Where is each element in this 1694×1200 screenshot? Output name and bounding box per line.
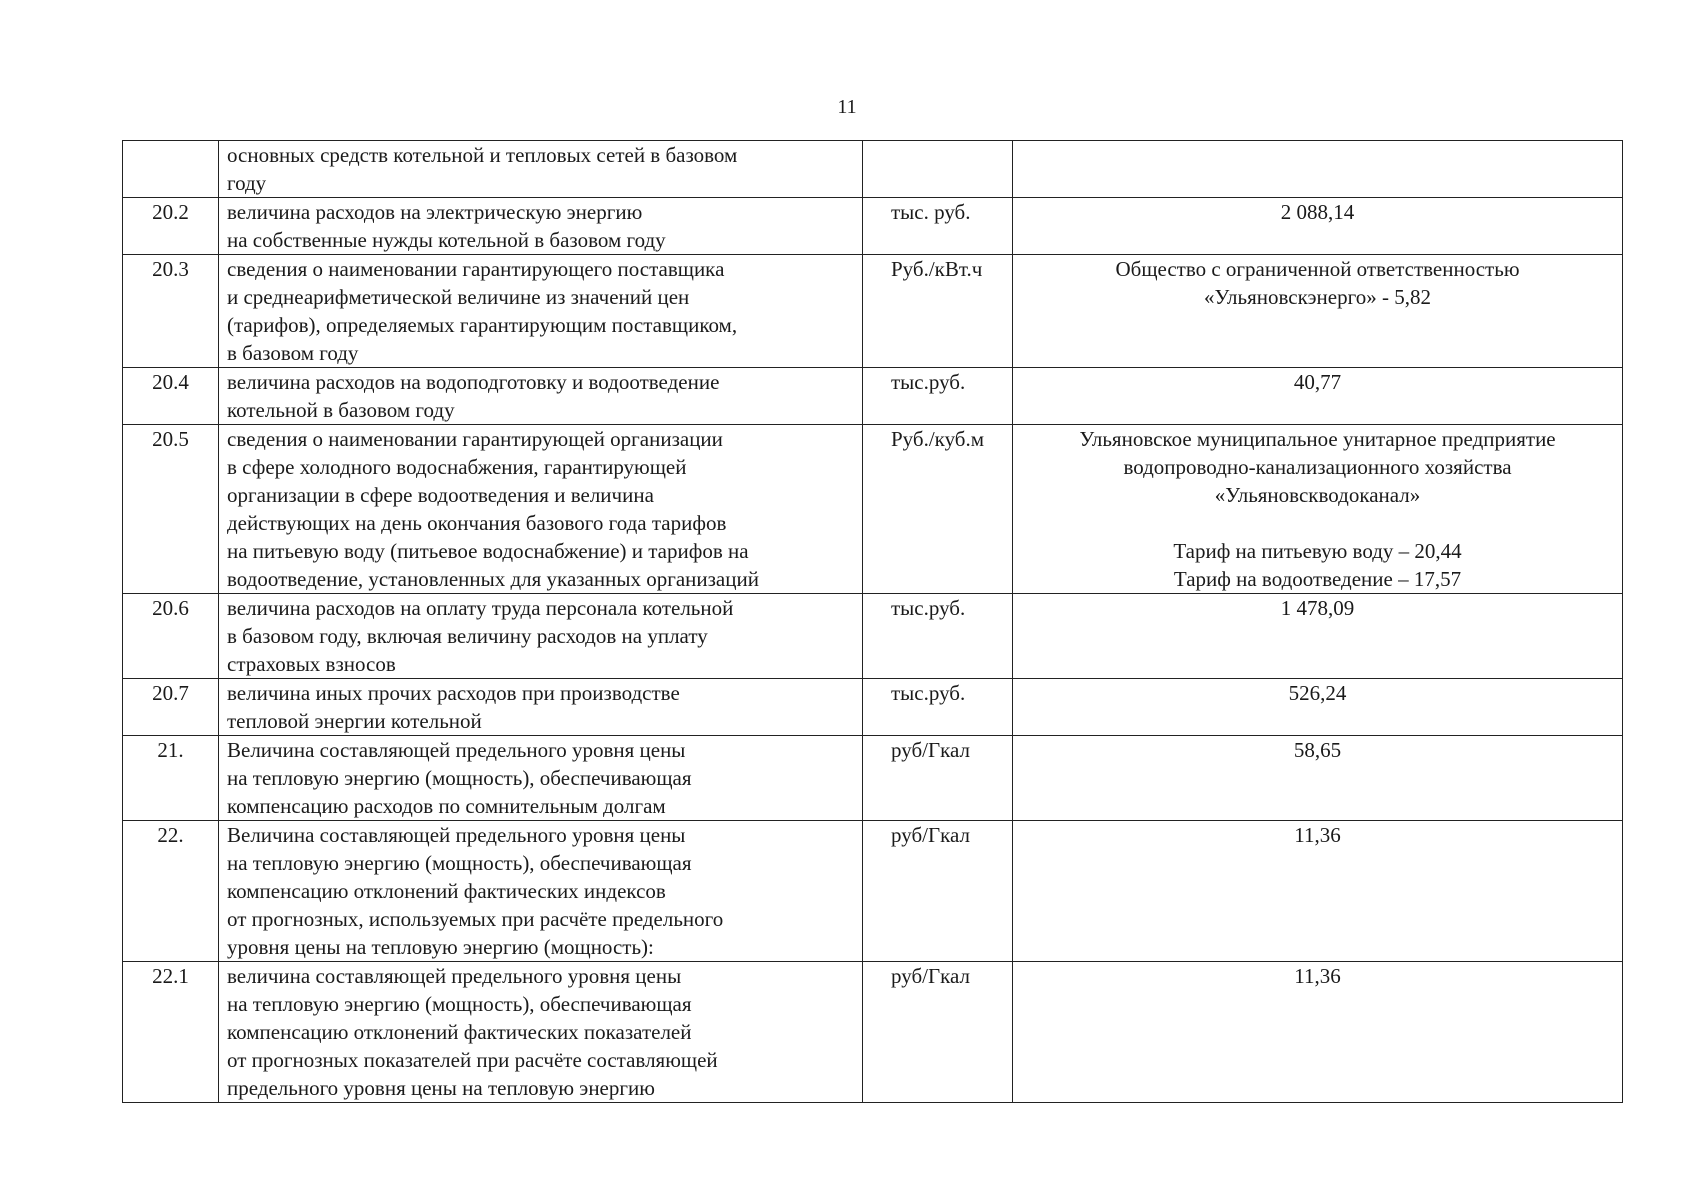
row-number: 20.7	[123, 679, 219, 736]
description-line: на тепловую энергию (мощность), обеспечивающая	[227, 992, 692, 1016]
row-value	[1013, 962, 1623, 1103]
description-line: величина иных прочих расходов при производстве	[227, 681, 680, 705]
description-line: и среднеарифметической величине из значений цен	[227, 285, 690, 309]
description-line: компенсацию расходов по сомнительным долгам	[227, 794, 666, 818]
description-line: на тепловую энергию (мощность), обеспечивающая	[227, 851, 692, 875]
description-line: величина расходов на оплату труда персонала котельной	[227, 596, 734, 620]
value-line: 11,36	[1294, 823, 1341, 847]
row-description	[219, 679, 863, 736]
row-value	[1013, 198, 1623, 255]
page-number: 11	[837, 96, 857, 118]
row-number: 22.	[123, 821, 219, 962]
row-description	[219, 198, 863, 255]
row-description	[219, 255, 863, 368]
table-row	[123, 821, 1623, 962]
row-unit	[863, 141, 1013, 198]
value-line: 526,24	[1288, 681, 1347, 705]
description-line: водоотведение, установленных для указанных организаций	[227, 567, 759, 591]
row-value	[1013, 141, 1623, 198]
row-description	[219, 821, 863, 962]
table-row	[123, 141, 1623, 198]
row-unit: тыс.руб.	[863, 594, 1013, 679]
row-value	[1013, 368, 1623, 425]
row-value	[1013, 821, 1623, 962]
row-unit: Руб./куб.м	[863, 425, 1013, 594]
description-line: в сфере холодного водоснабжения, гарантирующей	[227, 455, 687, 479]
row-unit: руб/Гкал	[863, 821, 1013, 962]
description-line: уровня цены на тепловую энергию (мощность):	[227, 935, 654, 959]
value-line: 11,36	[1294, 964, 1341, 988]
description-line: величина составляющей предельного уровня цены	[227, 964, 682, 988]
row-number: 22.1	[123, 962, 219, 1103]
description-line: от прогнозных, используемых при расчёте предельного	[227, 907, 724, 931]
row-number: 20.4	[123, 368, 219, 425]
value-line: «Ульяновскэнерго» - 5,82	[1204, 285, 1431, 309]
table-row	[123, 736, 1623, 821]
row-unit: тыс. руб.	[863, 198, 1013, 255]
table-row	[123, 255, 1623, 368]
value-line: Ульяновское муниципальное унитарное предприятие	[1079, 427, 1556, 451]
row-number: 20.6	[123, 594, 219, 679]
row-value	[1013, 425, 1623, 594]
description-line: величина расходов на электрическую энергию	[227, 200, 643, 224]
row-description	[219, 141, 863, 198]
description-line: тепловой энергии котельной	[227, 709, 482, 733]
row-description	[219, 368, 863, 425]
description-line: от прогнозных показателей при расчёте составляющей	[227, 1048, 718, 1072]
description-line: компенсацию отклонений фактических индексов	[227, 879, 666, 903]
row-number: 20.5	[123, 425, 219, 594]
description-line: на питьевую воду (питьевое водоснабжение) и тарифов на	[227, 539, 749, 563]
value-line: Тариф на питьевую воду – 20,44	[1173, 539, 1462, 563]
description-line: компенсацию отклонений фактических показателей	[227, 1020, 692, 1044]
row-description	[219, 425, 863, 594]
description-line: сведения о наименовании гарантирующей организации	[227, 427, 723, 451]
row-unit: тыс.руб.	[863, 368, 1013, 425]
description-line: (тарифов), определяемых гарантирующим поставщиком,	[227, 313, 738, 337]
row-unit: Руб./кВт.ч	[863, 255, 1013, 368]
row-value	[1013, 679, 1623, 736]
value-line: 40,77	[1293, 370, 1342, 394]
description-line: в базовом году	[227, 341, 359, 365]
table-row	[123, 425, 1623, 594]
row-unit: руб/Гкал	[863, 736, 1013, 821]
tariff-table	[122, 140, 1623, 1103]
value-line: 1 478,09	[1280, 596, 1355, 620]
value-spacer	[1017, 509, 1618, 537]
row-unit: руб/Гкал	[863, 962, 1013, 1103]
row-value	[1013, 736, 1623, 821]
table-row	[123, 679, 1623, 736]
value-line: Тариф на водоотведение – 17,57	[1173, 567, 1462, 591]
description-line: основных средств котельной и тепловых сетей в базовом	[227, 143, 738, 167]
description-line: году	[227, 171, 267, 195]
description-line: на собственные нужды котельной в базовом году	[227, 228, 666, 252]
value-line: 58,65	[1293, 738, 1342, 762]
row-number: 21.	[123, 736, 219, 821]
row-value	[1013, 594, 1623, 679]
value-line: «Ульяновскводоканал»	[1214, 483, 1421, 507]
description-line: страховых взносов	[227, 652, 396, 676]
value-line: Общество с ограниченной ответственностью	[1115, 257, 1520, 281]
value-line: 2 088,14	[1280, 200, 1355, 224]
table-row	[123, 368, 1623, 425]
table-body	[123, 141, 1623, 1103]
description-line: предельного уровня цены на тепловую энергию	[227, 1076, 655, 1100]
description-line: на тепловую энергию (мощность), обеспечивающая	[227, 766, 692, 790]
description-line: сведения о наименовании гарантирующего поставщика	[227, 257, 725, 281]
row-number: 20.3	[123, 255, 219, 368]
row-description	[219, 594, 863, 679]
row-description	[219, 962, 863, 1103]
description-line: Величина составляющей предельного уровня цены	[227, 738, 686, 762]
table-row	[123, 594, 1623, 679]
description-line: Величина составляющей предельного уровня цены	[227, 823, 686, 847]
row-value	[1013, 255, 1623, 368]
row-number: 20.2	[123, 198, 219, 255]
description-line: действующих на день окончания базового года тарифов	[227, 511, 727, 535]
table-row	[123, 962, 1623, 1103]
row-number	[123, 141, 219, 198]
row-description	[219, 736, 863, 821]
description-line: величина расходов на водоподготовку и водоотведение	[227, 370, 720, 394]
description-line: организации в сфере водоотведения и величина	[227, 483, 654, 507]
description-line: котельной в базовом году	[227, 398, 455, 422]
value-line: водопроводно-канализационного хозяйства	[1123, 455, 1512, 479]
description-line: в базовом году, включая величину расходов на уплату	[227, 624, 708, 648]
table-row	[123, 198, 1623, 255]
row-unit: тыс.руб.	[863, 679, 1013, 736]
